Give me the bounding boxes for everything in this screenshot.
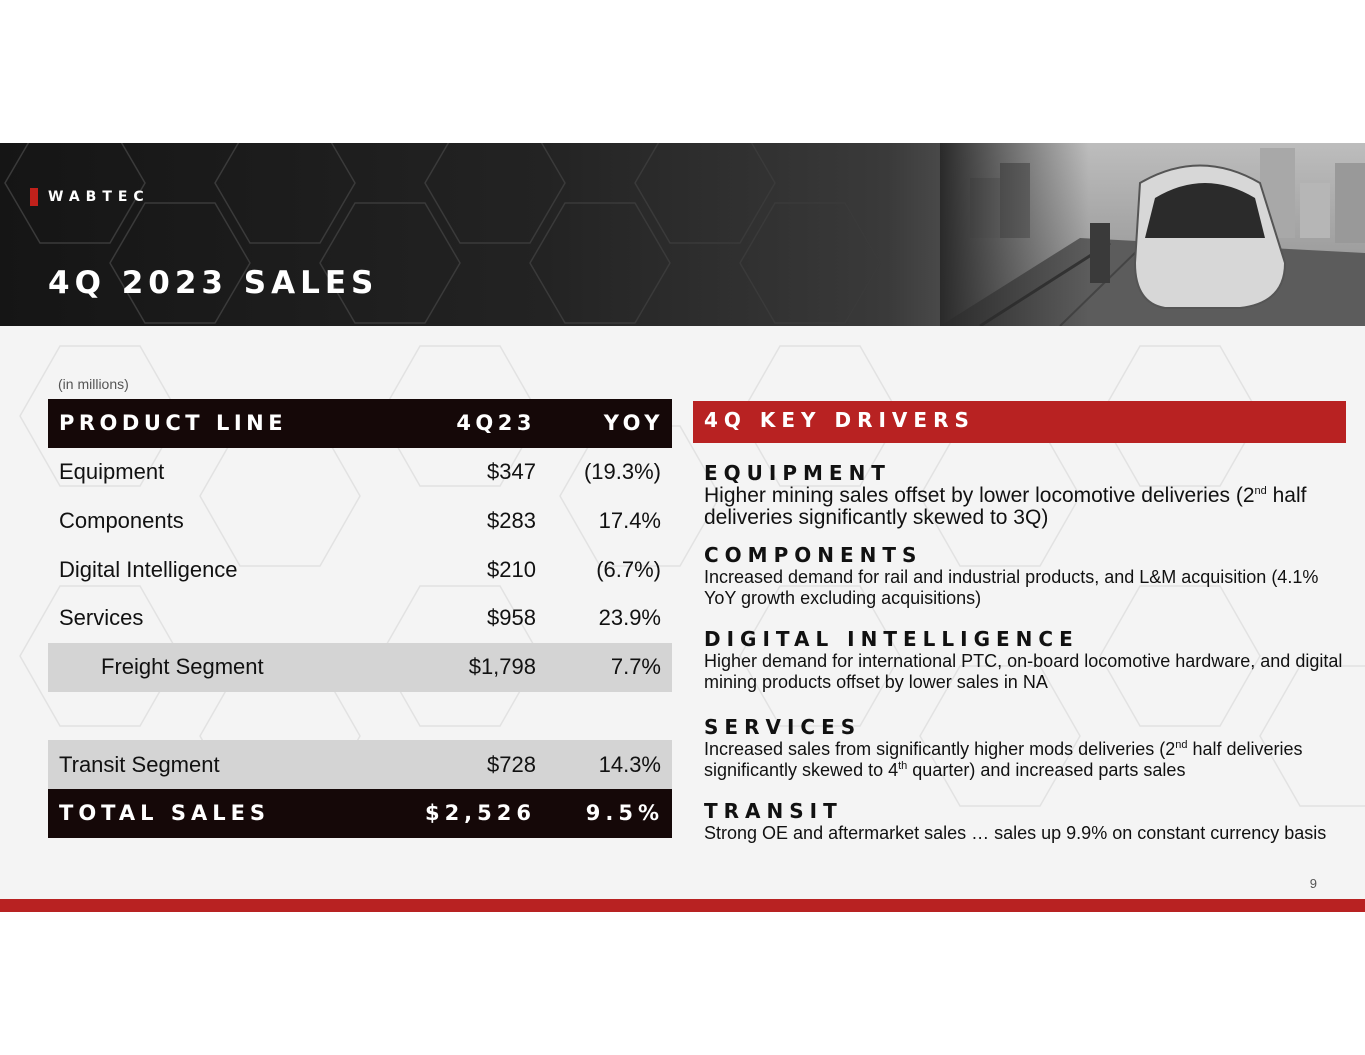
row-yoy: (6.7%) bbox=[596, 556, 661, 582]
train-photo bbox=[940, 143, 1365, 326]
driver-text: Increased demand for rail and industrial products, and L&M acquisition (4.1% YoY growth excluding acquisitions) bbox=[704, 567, 1319, 608]
page-title: 4Q 2023 SALES bbox=[48, 265, 379, 301]
header-banner bbox=[0, 143, 1365, 326]
row-value: $283 bbox=[487, 507, 536, 533]
table-header-row bbox=[48, 399, 672, 448]
driver-text: Higher demand for international PTC, on-board locomotive hardware, and digital mining products offset by lower sales in NA bbox=[704, 651, 1343, 692]
row-yoy: 23.9% bbox=[598, 605, 661, 631]
driver-title: SERVICES bbox=[704, 715, 862, 739]
row-yoy: 17.4% bbox=[598, 507, 661, 533]
brand-mark-icon bbox=[30, 188, 38, 206]
driver-title: EQUIPMENT bbox=[704, 461, 891, 485]
total-yoy: 9.5% bbox=[585, 801, 664, 826]
footer-accent-bar bbox=[0, 899, 1365, 912]
row-yoy: (19.3%) bbox=[583, 459, 661, 485]
driver-text: Higher mining sales offset by lower locomotive deliveries (2nd half deliveries significantly skewed to 3Q) bbox=[704, 484, 1307, 529]
column-header-yoy: YOY bbox=[603, 411, 664, 436]
row-label: Freight Segment bbox=[101, 654, 264, 680]
row-label: Transit Segment bbox=[59, 751, 220, 777]
row-value: $728 bbox=[487, 751, 536, 777]
driver-components bbox=[704, 543, 1344, 609]
total-value: $2,526 bbox=[424, 801, 536, 826]
table-row bbox=[48, 545, 672, 594]
row-value: $347 bbox=[487, 459, 536, 485]
row-yoy: 14.3% bbox=[598, 751, 661, 777]
column-header-4q23: 4Q23 bbox=[456, 411, 536, 436]
freight-segment-row bbox=[48, 643, 672, 692]
driver-equipment bbox=[704, 461, 1344, 529]
row-label: Digital Intelligence bbox=[59, 556, 238, 582]
units-note: (in millions) bbox=[58, 376, 129, 392]
row-yoy: 7.7% bbox=[610, 654, 661, 680]
sales-table bbox=[48, 399, 672, 838]
table-row bbox=[48, 448, 672, 497]
row-value: $1,798 bbox=[468, 654, 536, 680]
table-row bbox=[48, 594, 672, 643]
brand-logo bbox=[30, 188, 150, 206]
row-label: Equipment bbox=[59, 459, 165, 485]
row-label: Services bbox=[59, 605, 144, 631]
total-label: TOTAL SALES bbox=[59, 801, 271, 826]
driver-services bbox=[704, 715, 1344, 781]
brand-name: WABTEC bbox=[48, 189, 150, 205]
driver-title: TRANSIT bbox=[704, 799, 843, 823]
spacer-row bbox=[48, 692, 672, 741]
table-row bbox=[48, 497, 672, 546]
key-drivers-title: 4Q KEY DRIVERS bbox=[704, 408, 975, 432]
column-header-product-line: PRODUCT LINE bbox=[59, 411, 288, 436]
key-drivers-header bbox=[693, 401, 1346, 443]
total-sales-row bbox=[48, 789, 672, 838]
driver-transit bbox=[704, 799, 1344, 844]
page-number: 9 bbox=[1309, 876, 1317, 891]
driver-text: Increased sales from significantly higher mods deliveries (2nd half deliveries significantly skewed to 4th quarter) and increased parts sales bbox=[704, 739, 1303, 780]
driver-digital-intelligence bbox=[704, 627, 1344, 693]
transit-segment-row bbox=[48, 740, 672, 789]
driver-title: COMPONENTS bbox=[704, 543, 923, 567]
row-value: $210 bbox=[487, 556, 536, 582]
row-value: $958 bbox=[487, 605, 536, 631]
driver-text: Strong OE and aftermarket sales … sales up 9.9% on constant currency basis bbox=[704, 823, 1327, 843]
row-label: Components bbox=[59, 507, 184, 533]
driver-title: DIGITAL INTELLIGENCE bbox=[704, 627, 1079, 651]
